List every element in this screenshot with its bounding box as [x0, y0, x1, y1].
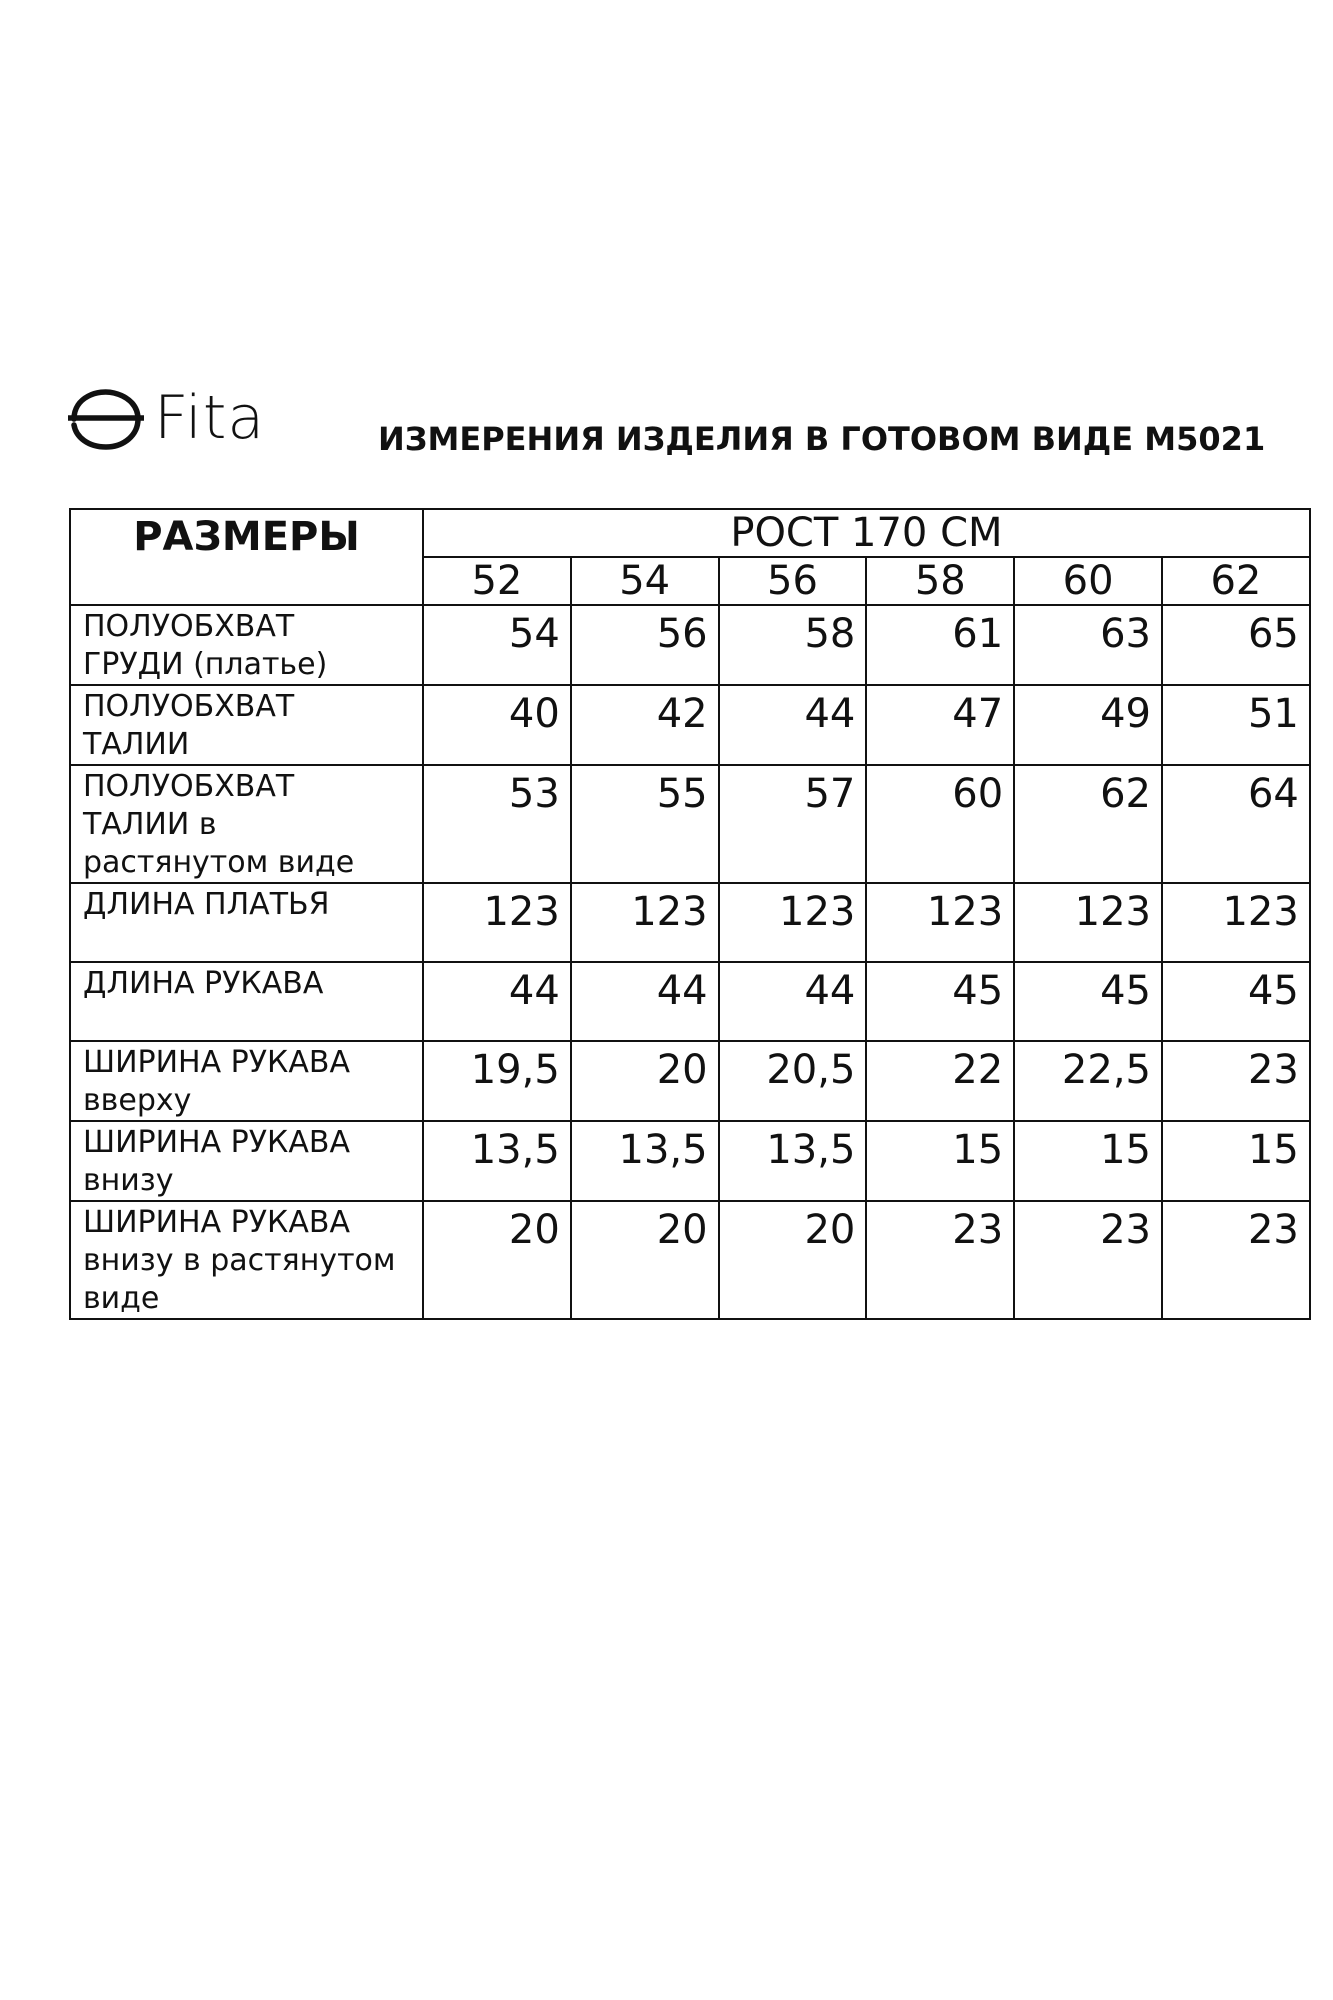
row-label: ДЛИНА ПЛАТЬЯ — [70, 883, 423, 962]
measurement-cell: 47 — [866, 685, 1014, 765]
measurement-cell: 22,5 — [1014, 1041, 1162, 1121]
table-row — [70, 962, 1310, 1041]
row-label: ДЛИНА РУКАВА — [70, 962, 423, 1041]
row-label: ШИРИНА РУКАВА внизу — [70, 1121, 423, 1201]
fita-theta-logo-icon — [68, 383, 144, 453]
measurement-cell: 13,5 — [719, 1121, 867, 1201]
table-row — [70, 605, 1310, 685]
measurement-cell: 65 — [1162, 605, 1310, 685]
measurement-cell: 53 — [423, 765, 571, 883]
measurement-cell: 55 — [571, 765, 719, 883]
size-header: 62 — [1162, 557, 1310, 605]
table-row — [70, 1121, 1310, 1201]
measurement-cell: 23 — [1014, 1201, 1162, 1319]
measurement-cell: 64 — [1162, 765, 1310, 883]
size-header: 58 — [866, 557, 1014, 605]
measurement-cell: 62 — [1014, 765, 1162, 883]
measurement-cell: 123 — [571, 883, 719, 962]
measurement-cell: 45 — [1162, 962, 1310, 1041]
size-header: 54 — [571, 557, 719, 605]
measurement-cell: 20 — [571, 1201, 719, 1319]
measurement-cell: 61 — [866, 605, 1014, 685]
measurement-cell: 60 — [866, 765, 1014, 883]
measurement-cell: 57 — [719, 765, 867, 883]
measurement-cell: 51 — [1162, 685, 1310, 765]
measurement-cell: 123 — [719, 883, 867, 962]
size-header: 60 — [1014, 557, 1162, 605]
brand-logo — [68, 383, 265, 453]
row-label: ПОЛУОБХВАТ ТАЛИИ в растянутом виде — [70, 765, 423, 883]
measurement-cell: 123 — [423, 883, 571, 962]
measurement-cell: 45 — [866, 962, 1014, 1041]
measurement-cell: 49 — [1014, 685, 1162, 765]
measurement-cell: 44 — [423, 962, 571, 1041]
measurement-cell: 15 — [1014, 1121, 1162, 1201]
table-row — [70, 1041, 1310, 1121]
logo-text: Fita — [154, 383, 266, 453]
measurement-cell: 44 — [571, 962, 719, 1041]
measurement-cell: 15 — [1162, 1121, 1310, 1201]
table-row — [70, 765, 1310, 883]
measurement-cell: 23 — [1162, 1201, 1310, 1319]
measurement-cell: 23 — [866, 1201, 1014, 1319]
table-row — [70, 685, 1310, 765]
measurement-cell: 44 — [719, 685, 867, 765]
measurement-cell: 58 — [719, 605, 867, 685]
size-header: 56 — [719, 557, 867, 605]
measurement-cell: 20 — [719, 1201, 867, 1319]
measurement-cell: 63 — [1014, 605, 1162, 685]
table-row — [70, 1201, 1310, 1319]
size-header: 52 — [423, 557, 571, 605]
table-header-row — [70, 509, 1310, 557]
measurement-cell: 20,5 — [719, 1041, 867, 1121]
document-title: ИЗМЕРЕНИЯ ИЗДЕЛИЯ В ГОТОВОМ ВИДЕ М5021 — [378, 420, 1266, 458]
measurement-cell: 20 — [423, 1201, 571, 1319]
measurement-cell: 15 — [866, 1121, 1014, 1201]
measurements-table — [69, 508, 1311, 1320]
measurement-cell: 123 — [866, 883, 1014, 962]
row-label: ШИРИНА РУКАВА вверху — [70, 1041, 423, 1121]
row-label: ПОЛУОБХВАТ ГРУДИ (платье) — [70, 605, 423, 685]
measurement-cell: 56 — [571, 605, 719, 685]
row-label: ШИРИНА РУКАВА внизу в растянутом виде — [70, 1201, 423, 1319]
sizes-header: РАЗМЕРЫ — [70, 509, 423, 605]
measurement-cell: 123 — [1162, 883, 1310, 962]
measurement-cell: 45 — [1014, 962, 1162, 1041]
measurement-cell: 19,5 — [423, 1041, 571, 1121]
measurement-cell: 40 — [423, 685, 571, 765]
measurement-cell: 54 — [423, 605, 571, 685]
table-row — [70, 883, 1310, 962]
row-label: ПОЛУОБХВАТ ТАЛИИ — [70, 685, 423, 765]
measurement-cell: 22 — [866, 1041, 1014, 1121]
height-header: РОСТ 170 СМ — [423, 509, 1310, 557]
measurement-cell: 13,5 — [571, 1121, 719, 1201]
measurement-cell: 13,5 — [423, 1121, 571, 1201]
measurement-cell: 42 — [571, 685, 719, 765]
measurement-cell: 123 — [1014, 883, 1162, 962]
measurement-cell: 44 — [719, 962, 867, 1041]
measurement-cell: 23 — [1162, 1041, 1310, 1121]
measurement-cell: 20 — [571, 1041, 719, 1121]
